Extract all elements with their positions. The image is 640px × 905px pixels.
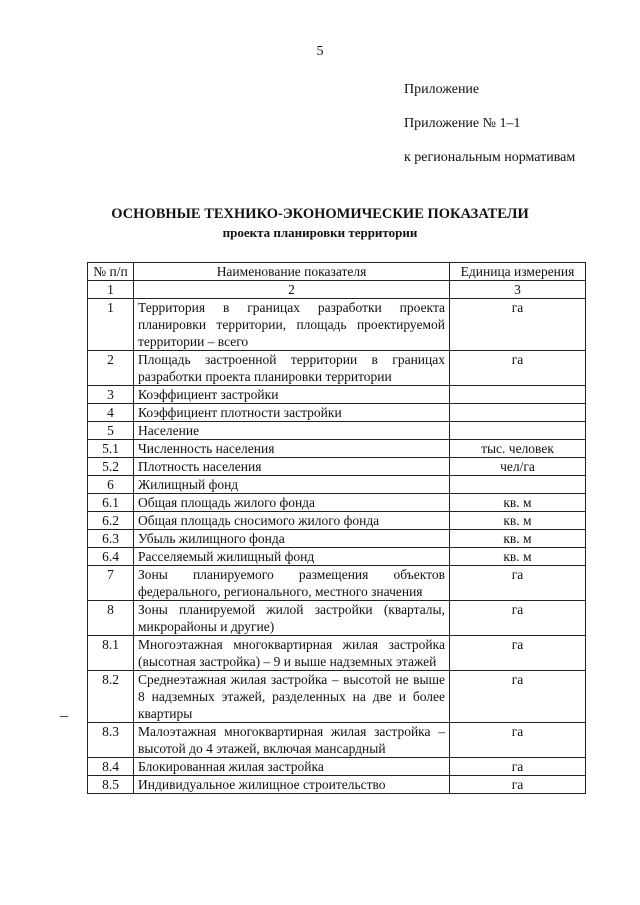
row-unit: [450, 422, 586, 440]
index-cell: 3: [450, 281, 586, 299]
table-row: [88, 671, 586, 723]
row-unit: [450, 386, 586, 404]
table-row: [88, 386, 586, 404]
row-name: Индивидуальное жилищное строительство: [134, 776, 450, 794]
row-name: Многоэтажная многоквартирная жилая застройка (высотная застройка) – 9 и выше надземных этажей: [134, 636, 450, 671]
row-name: Население: [134, 422, 450, 440]
row-unit: [450, 404, 586, 422]
row-unit: га: [450, 601, 586, 636]
indicators-table: [87, 262, 586, 794]
table-row: [88, 476, 586, 494]
row-name: Блокированная жилая застройка: [134, 758, 450, 776]
row-unit: чел/га: [450, 458, 586, 476]
row-name: Жилищный фонд: [134, 476, 450, 494]
header-num: № п/п: [88, 263, 134, 281]
row-number: 5.2: [88, 458, 134, 476]
row-number: 8.3: [88, 723, 134, 758]
row-unit: кв. м: [450, 494, 586, 512]
row-name: Общая площадь сносимого жилого фонда: [134, 512, 450, 530]
table-row: [88, 458, 586, 476]
row-name: Среднеэтажная жилая застройка – высотой не выше 8 надземных этажей, разделенных на две и более квартиры: [134, 671, 450, 723]
table-row: [88, 566, 586, 601]
index-cell: 1: [88, 281, 134, 299]
row-name: Малоэтажная многоквартирная жилая застройка – высотой до 4 этажей, включая мансардный: [134, 723, 450, 758]
table-row: [88, 422, 586, 440]
table-row: [88, 530, 586, 548]
row-name: Зоны планируемой жилой застройки (кварталы, микрорайоны и другие): [134, 601, 450, 636]
appendix-reference: к региональным нормативам: [404, 150, 576, 165]
table-row: [88, 440, 586, 458]
row-number: 8.1: [88, 636, 134, 671]
table-row: [88, 299, 586, 351]
table-row: [88, 404, 586, 422]
table-row: [88, 758, 586, 776]
row-unit: кв. м: [450, 530, 586, 548]
row-number: 6.1: [88, 494, 134, 512]
row-name: Численность населения: [134, 440, 450, 458]
header-name: Наименование показателя: [134, 263, 450, 281]
row-unit: тыс. человек: [450, 440, 586, 458]
row-unit: га: [450, 299, 586, 351]
row-number: 3: [88, 386, 134, 404]
row-number: 6.3: [88, 530, 134, 548]
table-row: [88, 723, 586, 758]
table-row: [88, 636, 586, 671]
row-name: Зоны планируемого размещения объектов федерального, регионального, местного значения: [134, 566, 450, 601]
row-unit: га: [450, 758, 586, 776]
row-name: Коэффициент застройки: [134, 386, 450, 404]
appendix-number: Приложение № 1–1: [404, 116, 521, 131]
row-unit: га: [450, 351, 586, 386]
row-unit: га: [450, 776, 586, 794]
row-number: 8: [88, 601, 134, 636]
row-unit: [450, 476, 586, 494]
table-row: [88, 548, 586, 566]
row-unit: га: [450, 671, 586, 723]
margin-mark: [60, 716, 68, 717]
index-cell: 2: [134, 281, 450, 299]
page-number: 5: [316, 44, 324, 59]
row-number: 1: [88, 299, 134, 351]
row-number: 5.1: [88, 440, 134, 458]
row-unit: кв. м: [450, 512, 586, 530]
row-name: Плотность населения: [134, 458, 450, 476]
row-number: 4: [88, 404, 134, 422]
row-name: Территория в границах разработки проекта планировки территории, площадь проектируемой территории – всего: [134, 299, 450, 351]
row-number: 6.2: [88, 512, 134, 530]
header-row: [88, 263, 586, 281]
index-row: [88, 281, 586, 299]
table-row: [88, 512, 586, 530]
row-name: Общая площадь жилого фонда: [134, 494, 450, 512]
row-unit: га: [450, 636, 586, 671]
row-number: 6.4: [88, 548, 134, 566]
row-number: 8.4: [88, 758, 134, 776]
row-number: 7: [88, 566, 134, 601]
table-row: [88, 601, 586, 636]
row-name: Убыль жилищного фонда: [134, 530, 450, 548]
row-name: Коэффициент плотности застройки: [134, 404, 450, 422]
header-unit: Единица измерения: [450, 263, 586, 281]
row-unit: га: [450, 566, 586, 601]
row-unit: га: [450, 723, 586, 758]
row-name: Расселяемый жилищный фонд: [134, 548, 450, 566]
row-number: 8.5: [88, 776, 134, 794]
table-row: [88, 494, 586, 512]
document-title: ОСНОВНЫЕ ТЕХНИКО-ЭКОНОМИЧЕСКИЕ ПОКАЗАТЕЛИ: [111, 206, 529, 222]
table-row: [88, 351, 586, 386]
appendix-label: Приложение: [404, 82, 480, 97]
row-number: 2: [88, 351, 134, 386]
document-subtitle: проекта планировки территории: [222, 225, 418, 240]
row-name: Площадь застроенной территории в границах разработки проекта планировки территории: [134, 351, 450, 386]
row-number: 6: [88, 476, 134, 494]
table-row: [88, 776, 586, 794]
row-number: 8.2: [88, 671, 134, 723]
row-unit: кв. м: [450, 548, 586, 566]
row-number: 5: [88, 422, 134, 440]
